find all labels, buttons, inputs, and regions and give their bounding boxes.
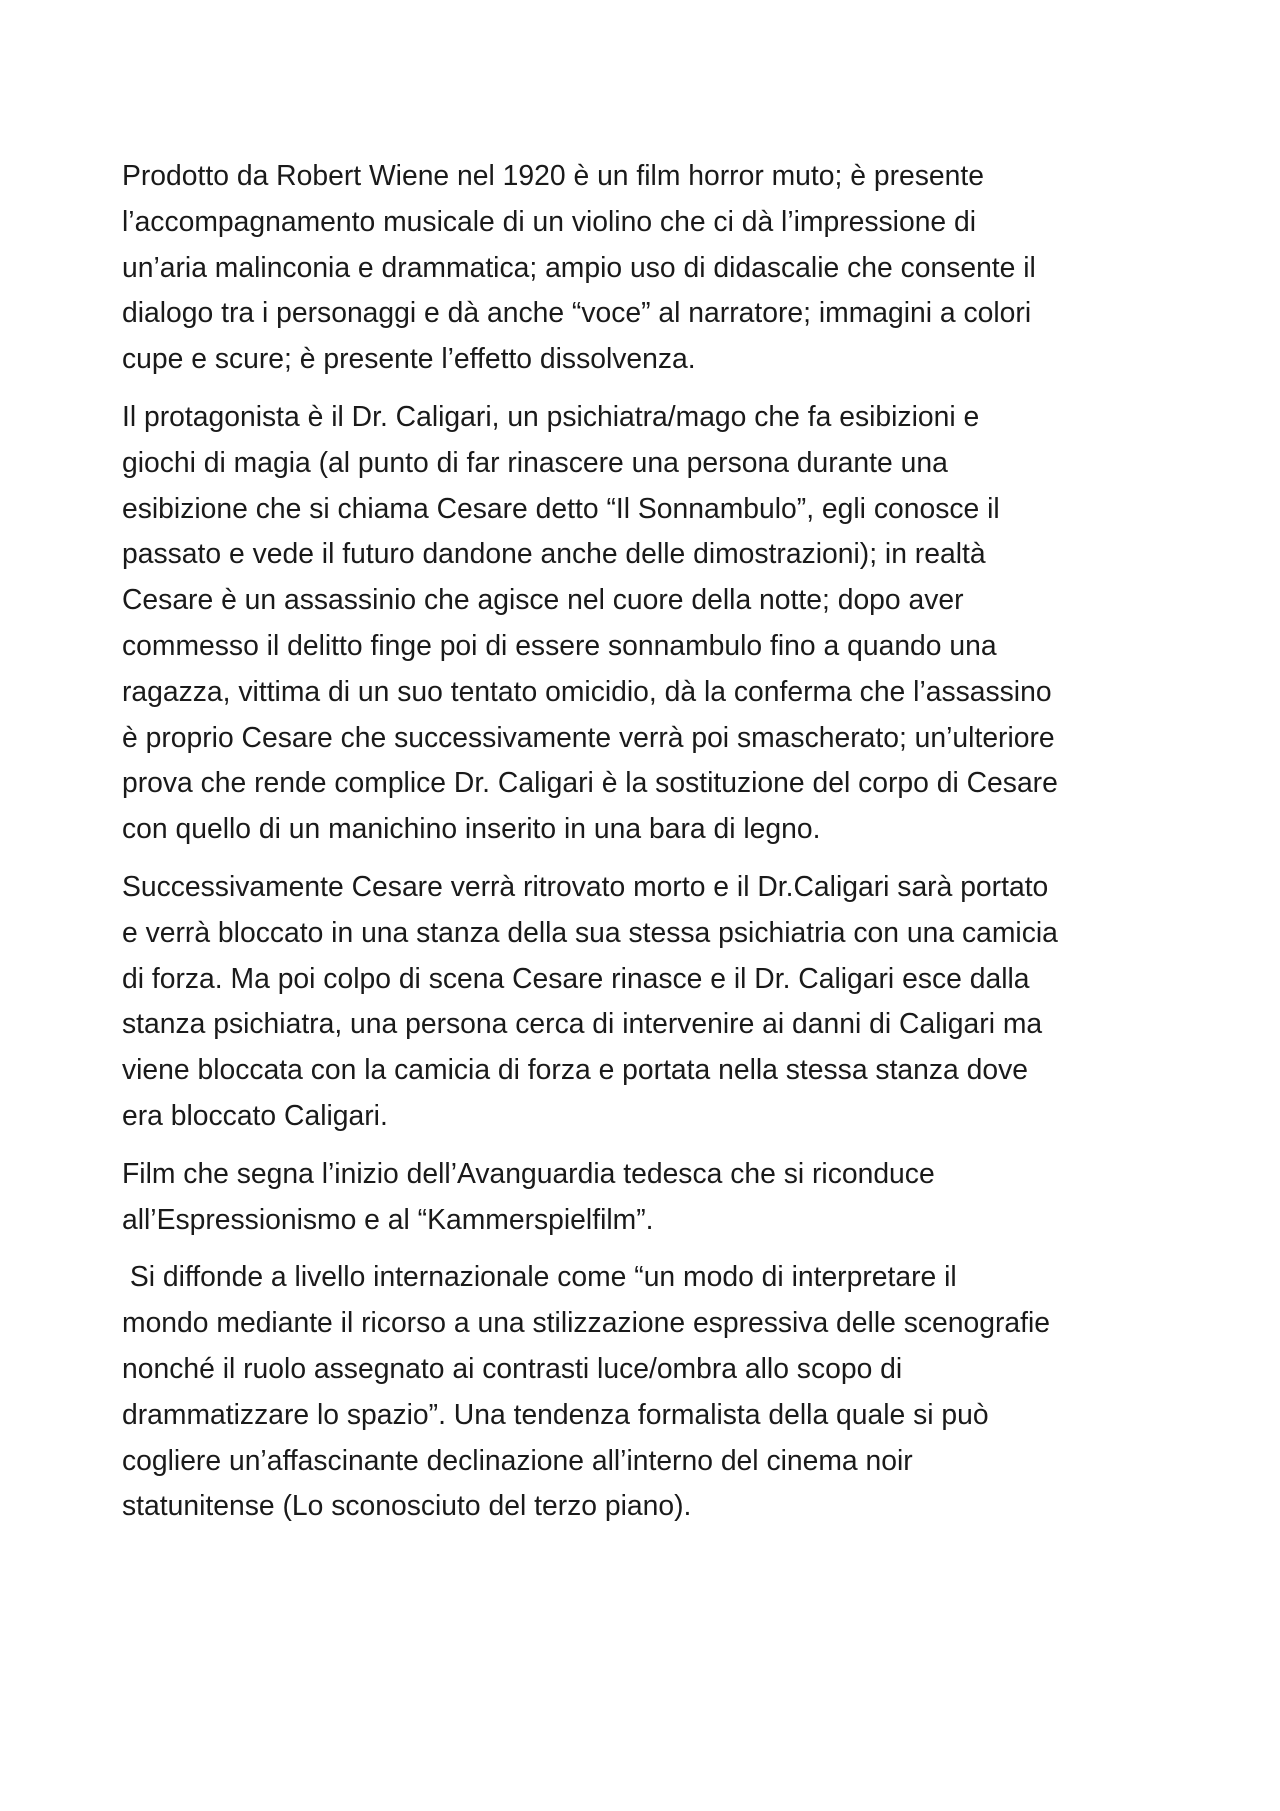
text-line: passato e vede il futuro dandone anche delle dimostrazioni); in realtà — [122, 537, 986, 570]
text-line: Successivamente Cesare verrà ritrovato morto e il Dr.Caligari sarà portato — [122, 869, 1049, 902]
paragraph-1 — [122, 153, 1172, 382]
text-line: cogliere un’affascinante declinazione all’interno del cinema noir — [122, 1443, 913, 1476]
text-line: esibizione che si chiama Cesare detto “Il Sonnambulo”, egli conosce il — [122, 491, 1000, 524]
text-line: è proprio Cesare che successivamente verrà poi smascherato; un’ulteriore — [122, 720, 1055, 753]
paragraph-5 — [122, 1254, 1172, 1529]
text-line: un’aria malinconia e drammatica; ampio uso di didascalie che consente il — [122, 250, 1036, 283]
text-line: cupe e scure; è presente l’effetto dissolvenza. — [122, 342, 696, 375]
text-line: era bloccato Caligari. — [122, 1098, 388, 1131]
text-line: Si diffonde a livello internazionale come “un modo di interpretare il — [122, 1260, 957, 1293]
paragraph-2 — [122, 394, 1172, 852]
text-line: mondo mediante il ricorso a una stilizzazione espressiva delle scenografie — [122, 1306, 1050, 1339]
text-line: drammatizzare lo spazio”. Una tendenza formalista della quale si può — [122, 1397, 989, 1430]
text-line: giochi di magia (al punto di far rinascere una persona durante una — [122, 445, 948, 478]
document-body — [122, 153, 1172, 1541]
text-line: commesso il delitto finge poi di essere sonnambulo fino a quando una — [122, 628, 997, 661]
text-line: l’accompagnamento musicale di un violino che ci dà l’impressione di — [122, 204, 977, 237]
paragraph-4 — [122, 1151, 1172, 1243]
paragraph-3 — [122, 864, 1172, 1139]
text-line: viene bloccata con la camicia di forza e portata nella stessa stanza dove — [122, 1053, 1029, 1086]
text-line: di forza. Ma poi colpo di scena Cesare rinasce e il Dr. Caligari esce dalla — [122, 961, 1030, 994]
text-line: Cesare è un assassinio che agisce nel cuore della notte; dopo aver — [122, 583, 964, 616]
text-line: prova che rende complice Dr. Caligari è la sostituzione del corpo di Cesare — [122, 766, 1058, 799]
text-line: all’Espressionismo e al “Kammerspielfilm”. — [122, 1202, 654, 1235]
text-line: e verrà bloccato in una stanza della sua stessa psichiatria con una camicia — [122, 915, 1058, 948]
text-line: Il protagonista è il Dr. Caligari, un psichiatra/mago che fa esibizioni e — [122, 399, 980, 432]
text-line: Prodotto da Robert Wiene nel 1920 è un film horror muto; è presente — [122, 159, 984, 191]
text-line: Film che segna l’inizio dell’Avanguardia tedesca che si riconduce — [122, 1156, 935, 1189]
text-line: stanza psichiatra, una persona cerca di intervenire ai danni di Caligari ma — [122, 1007, 1043, 1040]
text-line: nonché il ruolo assegnato ai contrasti luce/ombra allo scopo di — [122, 1351, 903, 1384]
text-line: con quello di un manichino inserito in una bara di legno. — [122, 812, 821, 845]
text-line: ragazza, vittima di un suo tentato omicidio, dà la conferma che l’assassino — [122, 674, 1052, 707]
text-line: dialogo tra i personaggi e dà anche “voce” al narratore; immagini a colori — [122, 296, 1032, 329]
text-line: statunitense (Lo sconosciuto del terzo piano). — [122, 1489, 692, 1522]
